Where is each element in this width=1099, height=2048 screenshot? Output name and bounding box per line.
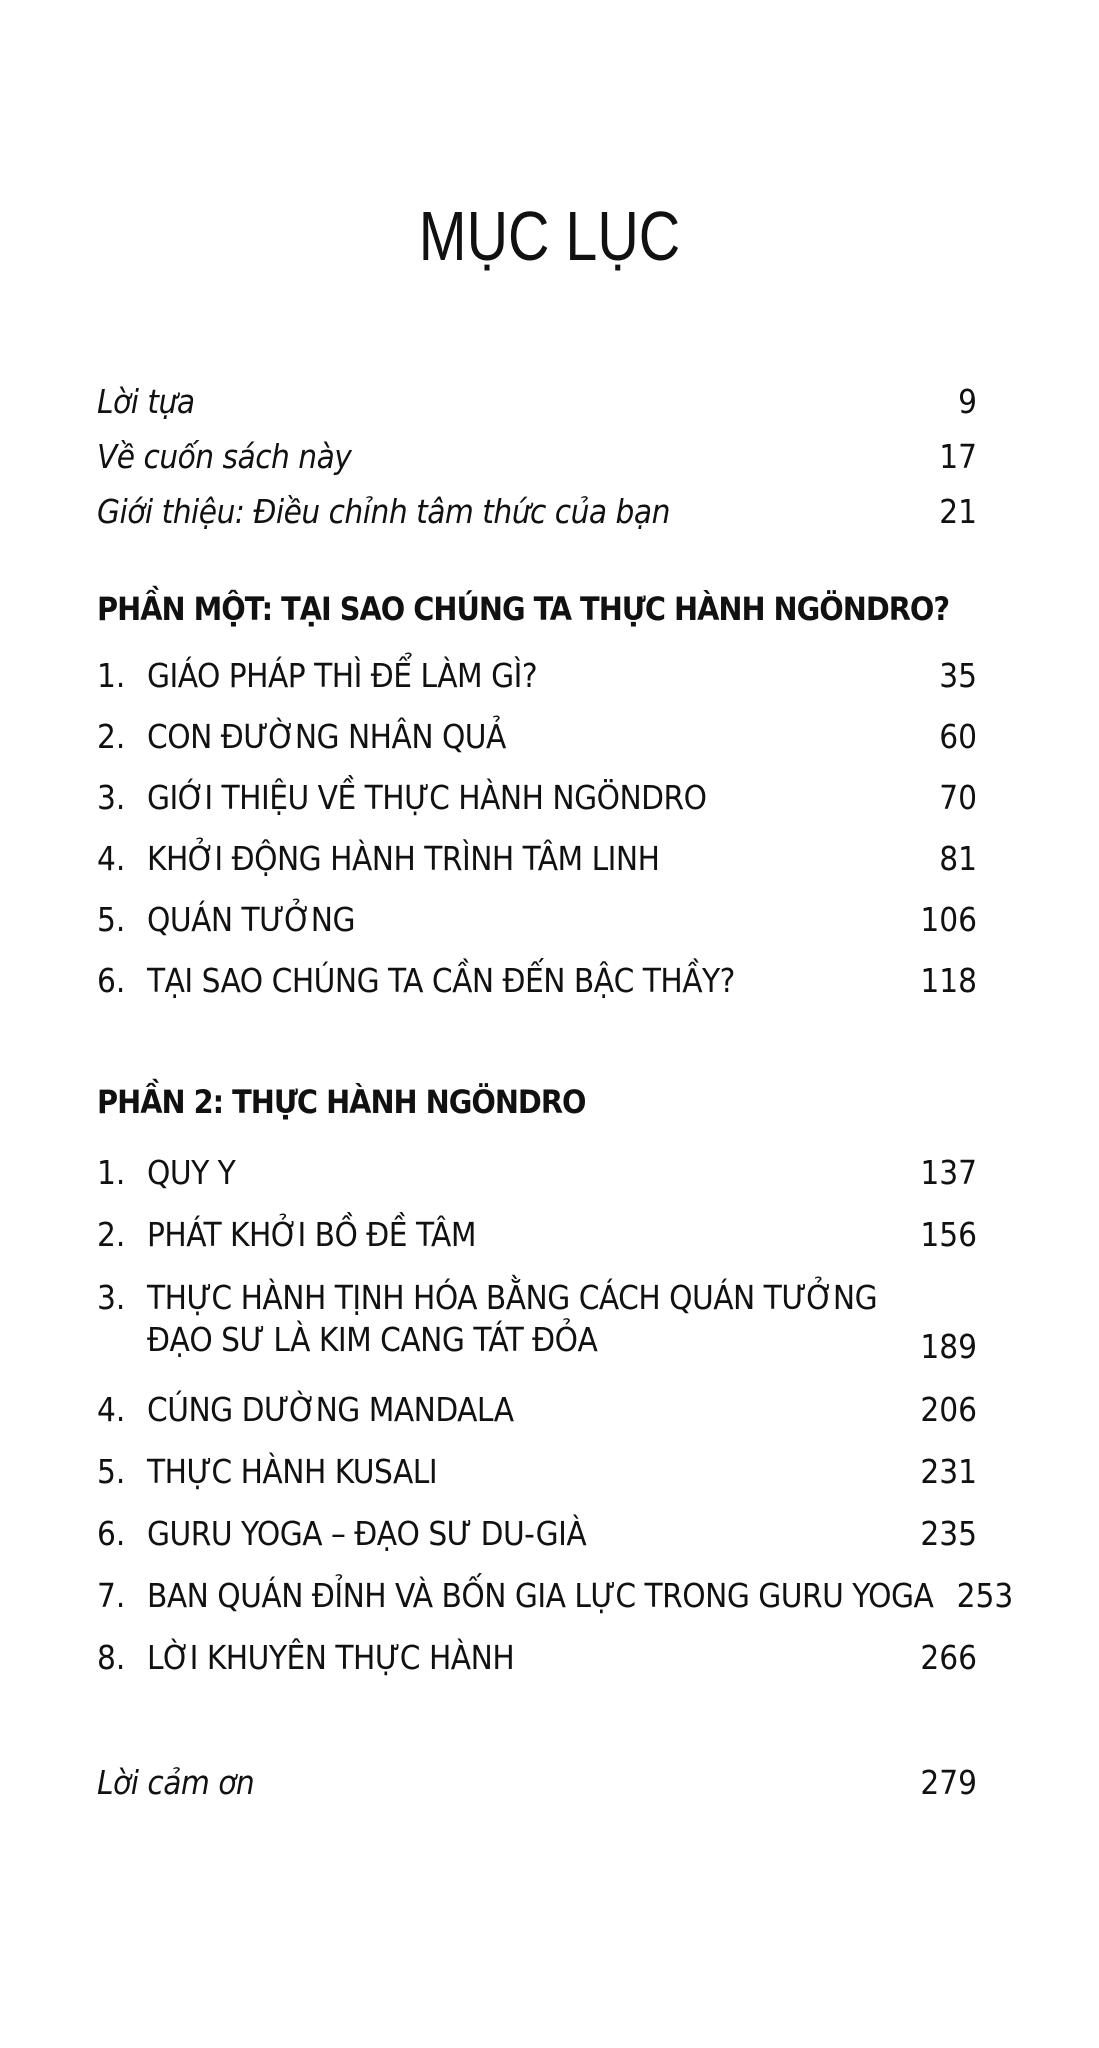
toc-entry[interactable] <box>97 1390 977 1438</box>
toc-entry-page: 81 <box>939 839 977 878</box>
toc-entry-label: Về cuốn sách này <box>97 437 352 476</box>
toc-entry-number: 2. <box>97 1215 126 1254</box>
toc-entry-label: GIỚI THIỆU VỀ THỰC HÀNH NGÖNDRO <box>147 778 707 817</box>
toc-entry[interactable] <box>97 1277 977 1367</box>
toc-entry-page: 206 <box>920 1390 977 1429</box>
toc-entry-label: QUÁN TƯỞNG <box>147 900 355 939</box>
toc-entry[interactable] <box>97 778 977 826</box>
toc-entry[interactable] <box>97 656 977 704</box>
toc-entry[interactable] <box>97 1514 977 1562</box>
toc-entry[interactable] <box>97 1215 977 1263</box>
toc-entry-number: 1. <box>97 656 126 695</box>
page-title: MỤC LỤC <box>418 197 681 275</box>
toc-entry-number: 6. <box>97 961 126 1000</box>
toc-entry-label: GIÁO PHÁP THÌ ĐỂ LÀM GÌ? <box>147 656 538 695</box>
toc-entry-number: 1. <box>97 1153 126 1192</box>
toc-entry-page: 60 <box>939 717 977 756</box>
toc-entry-page: 70 <box>939 778 977 817</box>
toc-entry-label: THỰC HÀNH TỊNH HÓA BẰNG CÁCH QUÁN TƯỞNG ĐẠO SƯ LÀ KIM CANG TÁT ĐỎA <box>147 1278 878 1359</box>
toc-entry-label: QUY Y <box>147 1153 236 1192</box>
toc-entry-page: 9 <box>958 382 977 421</box>
toc-entry-number: 2. <box>97 717 126 756</box>
toc-entry-page: 231 <box>920 1452 977 1491</box>
toc-entry-label: GURU YOGA – ĐẠO SƯ DU-GIÀ <box>147 1514 587 1553</box>
toc-entry-introduction[interactable] <box>97 492 977 540</box>
toc-entry[interactable] <box>97 900 977 948</box>
toc-entry-label: PHÁT KHỞI BỒ ĐỀ TÂM <box>147 1215 476 1254</box>
toc-entry-label: Giới thiệu: Điều chỉnh tâm thức của bạn <box>97 492 670 531</box>
toc-entry-label: THỰC HÀNH KUSALI <box>147 1452 438 1491</box>
toc-entry-label: Lời cảm ơn <box>97 1763 255 1802</box>
toc-entry-page: 189 <box>920 1327 977 1366</box>
toc-entry-number: 5. <box>97 1452 126 1491</box>
toc-entry-label: LỜI KHUYÊN THỰC HÀNH <box>147 1638 515 1677</box>
toc-entry-label: TẠI SAO CHÚNG TA CẦN ĐẾN BẬC THẦY? <box>147 961 735 1000</box>
toc-entry[interactable] <box>97 1638 977 1686</box>
toc-entry-page: 35 <box>939 656 977 695</box>
toc-entry[interactable] <box>97 1153 977 1201</box>
toc-entry-page: 17 <box>939 437 977 476</box>
toc-entry-about-book[interactable] <box>97 437 977 485</box>
toc-entry-label: CON ĐƯỜNG NHÂN QUẢ <box>147 717 506 756</box>
toc-entry-page: 118 <box>920 961 977 1000</box>
toc-entry[interactable] <box>97 961 977 1009</box>
toc-entry-number: 5. <box>97 900 126 939</box>
toc-entry-number: 3. <box>97 1278 126 1317</box>
part2-heading: PHẦN 2: THỰC HÀNH NGÖNDRO <box>97 1083 586 1121</box>
toc-entry-page: 266 <box>920 1638 977 1677</box>
toc-entry[interactable] <box>97 1576 1014 1624</box>
toc-entry-label: KHỞI ĐỘNG HÀNH TRÌNH TÂM LINH <box>147 839 660 878</box>
toc-entry-page: 106 <box>920 900 977 939</box>
part1-heading: PHẦN MỘT: TẠI SAO CHÚNG TA THỰC HÀNH NGÖNDRO? <box>97 590 950 628</box>
toc-entry-page: 21 <box>939 492 977 531</box>
toc-entry-page: 156 <box>920 1215 977 1254</box>
toc-entry-preface[interactable] <box>97 382 977 430</box>
toc-entry-label: CÚNG DƯỜNG MANDALA <box>147 1390 514 1429</box>
toc-entry-number: 7. <box>97 1576 126 1615</box>
toc-entry-page: 279 <box>920 1763 977 1802</box>
toc-entry-label: BAN QUÁN ĐỈNH VÀ BỐN GIA LỰC TRONG GURU YOGA <box>147 1576 934 1615</box>
toc-entry[interactable] <box>97 1452 977 1500</box>
toc-entry-page: 253 <box>956 1576 1014 1615</box>
toc-entry-number: 3. <box>97 778 126 817</box>
toc-entry-number: 6. <box>97 1514 126 1553</box>
toc-entry-number: 4. <box>97 1390 126 1429</box>
toc-entry-page: 235 <box>920 1514 977 1553</box>
toc-entry-number: 8. <box>97 1638 126 1677</box>
toc-entry-acknowledgements[interactable] <box>97 1763 977 1811</box>
toc-entry-page: 137 <box>920 1153 977 1192</box>
toc-entry-label: Lời tựa <box>97 382 195 421</box>
toc-entry[interactable] <box>97 717 977 765</box>
toc-entry-number: 4. <box>97 839 126 878</box>
toc-entry[interactable] <box>97 839 977 887</box>
